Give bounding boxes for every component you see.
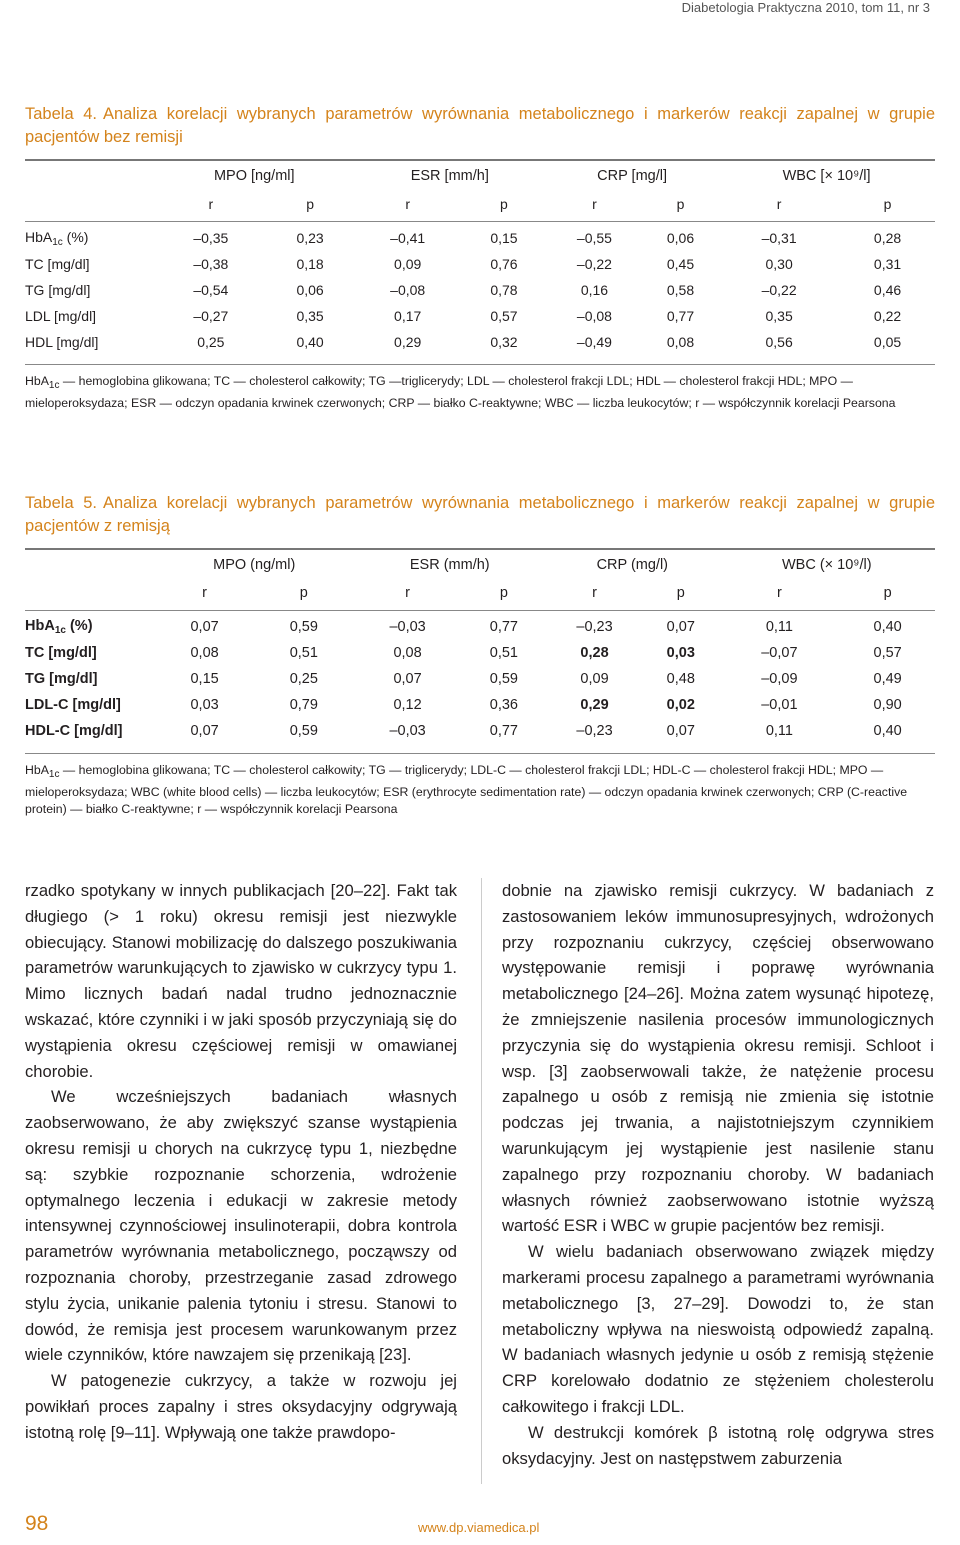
table-cell: 0,18: [296, 256, 324, 272]
table-cell: 0,77: [489, 619, 518, 635]
table-4-label: Tabela 4.: [25, 105, 97, 123]
table-cell: 0,58: [666, 282, 695, 298]
table-cell: 0,31: [873, 256, 902, 272]
table-cell: 0,06: [666, 230, 695, 246]
paragraph: W destrukcji komórek β istotną rolę odgrywa stres oksydacyjny. Jest on następstwem zaburzenia: [502, 1422, 934, 1468]
table-cell: –0,23: [576, 723, 613, 739]
table-cell: 0,07: [666, 619, 695, 635]
table-cell: 0,35: [765, 308, 793, 324]
table-cell: 0,03: [666, 645, 695, 661]
table-cell: –0,38: [193, 256, 229, 272]
table-cell: 0,40: [873, 723, 902, 739]
table-cell: 0,12: [393, 697, 422, 713]
table-row: [25, 718, 935, 744]
table-cell: 0,08: [190, 645, 219, 661]
table-cell: –0,27: [193, 308, 229, 324]
table-cell: –0,07: [761, 645, 798, 661]
sub-header: p: [499, 585, 508, 601]
table-cell: 0,49: [873, 671, 902, 687]
row-label: [25, 614, 155, 640]
table-cell: 0,36: [489, 697, 518, 713]
table-cell: –0,22: [761, 282, 797, 298]
table-cell: –0,03: [389, 619, 426, 635]
table-cell: 0,05: [873, 334, 902, 350]
table-cell: –0,22: [576, 256, 612, 272]
table-cell: 0,57: [873, 645, 902, 661]
table-5-group-header-row: [25, 550, 935, 580]
group-header: CRP [mg/l]: [597, 168, 668, 184]
footnote-hba: HbA: [25, 763, 49, 777]
table-4-body: [25, 225, 935, 355]
table-cell: 0,07: [666, 723, 695, 739]
table-5-caption-text: Analiza korelacji wybranych parametrów wyrównania metabolicznego i markerów reakcji zapalnej w grupie pacjentów z remisją: [25, 494, 936, 535]
table-cell: 0,46: [873, 282, 902, 298]
sub-header: p: [883, 196, 892, 212]
sub-header: r: [208, 196, 214, 212]
table-cell: 0,09: [394, 256, 422, 272]
row-label: [25, 329, 155, 355]
row-label: [25, 692, 155, 718]
table-cell: –0,08: [390, 282, 426, 298]
table-4: [25, 103, 935, 412]
table-5-caption: [25, 492, 935, 538]
table-row: [25, 251, 935, 277]
table-cell: 0,29: [394, 334, 422, 350]
table-cell: 0,25: [197, 334, 225, 350]
footnote-sub: 1c: [48, 769, 60, 780]
table-cell: –0,55: [576, 230, 612, 246]
running-head: Diabetologia Praktyczna 2010, tom 11, nr 3: [681, 0, 930, 15]
table-5-sub-header-row: [25, 580, 935, 606]
table-row: [25, 692, 935, 718]
page-number: 98: [25, 1512, 49, 1535]
table-4-caption-text: Analiza korelacji wybranych parametrów wyrównania metabolicznego i markerów reakcji zapalnej w grupie pacjentów bez remisji: [25, 105, 936, 146]
row-label: [25, 303, 155, 329]
table-cell: 0,22: [873, 308, 902, 324]
paragraph: W wielu badaniach obserwowano związek między markerami procesu zapalnego a parametrami wyrównania metabolicznego [3, 27–29]. Dowodzi to, że stan metaboliczny wpływa na nieswoistą odpowiedź zapalną. W badaniach własnych jedynie u osób z remisją stężenie CRP korelowało dodatnio ze stężeniem cholesterolu całkowitego i frakcji LDL.: [502, 1242, 934, 1416]
table-4-sub-header-row: [25, 191, 935, 217]
table-5-grid: [25, 550, 935, 754]
group-header: WBC [× 10⁹/l]: [782, 168, 871, 184]
table-cell: –0,54: [193, 282, 229, 298]
table-cell: –0,49: [576, 334, 612, 350]
table-cell: 0,09: [580, 671, 609, 687]
sub-header: r: [202, 585, 208, 601]
table-cell: 0,02: [666, 697, 695, 713]
table-4-footnote: [25, 373, 935, 412]
row-label-text: LDL [mg/dl]: [25, 308, 97, 324]
table-cell: 0,59: [289, 619, 318, 635]
table-5: [25, 492, 935, 819]
table-cell: 0,51: [489, 645, 518, 661]
row-label-text: HDL-C [mg/dl]: [25, 723, 123, 739]
table-cell: –0,09: [761, 671, 798, 687]
table-4-caption: [25, 103, 935, 149]
table-cell: 0,07: [190, 619, 219, 635]
column-divider: [481, 878, 482, 1484]
table-cell: 0,16: [580, 282, 609, 298]
paragraph: rzadko spotykany w innych publikacjach [20–22]. Fakt tak długiego (> 1 roku) okresu remisji jest niezwykle obiecujący. Stanowi mobilizację do dalszego poszukiwania parametrów warunkujących to zjawisko w cukrzycy typu 1. Mimo licznych badań nadal trudno jednoznacznie wskazać, które czynniki i w jaki sposób przyczyniają się do wystąpienia okresu częściowej remisji w omawianej chorobie.: [25, 881, 457, 1081]
table-cell: 0,79: [289, 697, 318, 713]
table-cell: 0,15: [190, 671, 219, 687]
table-cell: 0,77: [489, 723, 518, 739]
table-row: [25, 640, 935, 666]
row-label-text: TG [mg/dl]: [25, 671, 98, 687]
body-column-left: [25, 878, 457, 1446]
table-row: [25, 614, 935, 640]
table-cell: 0,28: [580, 645, 609, 661]
table-cell: 0,08: [393, 645, 422, 661]
sub-header: p: [299, 585, 308, 601]
table-cell: 0,78: [490, 282, 518, 298]
sub-header: r: [405, 585, 410, 601]
row-label: [25, 225, 155, 251]
table-cell: 0,76: [490, 256, 518, 272]
table-cell: 0,15: [490, 230, 518, 246]
table-cell: 0,28: [873, 230, 902, 246]
table-cell: 0,23: [296, 230, 324, 246]
table-cell: 0,30: [765, 256, 793, 272]
row-label-unit: (%): [62, 228, 89, 245]
paragraph: W patogenezie cukrzycy, a także w rozwoju jej powikłań proces zapalny i stres oksydacyjny odgrywają istotną rolę [9–11]. Wpływają one także prawdopo-: [25, 1371, 457, 1442]
paragraph: We wcześniejszych badaniach własnych zaobserwowano, że aby zwiększyć szanse wystąpienia okresu remisji u chorych na cukrzycę typu 1, niezbędne są: szybkie rozpoznanie schorzenia, wdrożenie optymalnego leczenia i edukacji w zakresie metody intensywnej czynnościowej insulinoterapii, dobra kontrola parametrów wyrównania metabolicznego, począwszy od rozpoznania choroby, przestrzeganie zasad zdrowego stylu życia, unikanie palenia tytoniu i stresu. Stanowi to dowód, że remisja jest procesem warunkowanym przez wiele czynników, które nawzajem się przenikają [23].: [25, 1087, 457, 1365]
sub-header: r: [776, 585, 782, 601]
table-cell: 0,25: [289, 671, 318, 687]
table-cell: 0,59: [489, 671, 518, 687]
row-label: [25, 640, 155, 666]
table-row: [25, 666, 935, 692]
row-label: [25, 718, 155, 744]
sub-header: p: [676, 585, 685, 601]
footnote-sub: 1c: [48, 380, 60, 391]
row-label-text: TG [mg/dl]: [25, 282, 91, 298]
row-label: [25, 666, 155, 692]
table-cell: 0,59: [289, 723, 318, 739]
body-column-right: [502, 878, 934, 1471]
table-cell: 0,07: [190, 723, 219, 739]
table-cell: –0,31: [761, 230, 797, 246]
row-label-subscript: 1c: [54, 625, 66, 636]
table-cell: 0,17: [394, 308, 422, 324]
table-cell: 0,90: [873, 697, 902, 713]
row-label: [25, 277, 155, 303]
footnote-hba: HbA: [25, 374, 49, 388]
table-row: [25, 303, 935, 329]
table-cell: 0,32: [490, 334, 518, 350]
table-5-label: Tabela 5.: [25, 494, 97, 512]
paragraph: dobnie na zjawisko remisji cukrzycy. W badaniach z zastosowaniem leków immunosupresyjnych, wdrożonych przy rozpoznaniu cukrzycy, częściej obserwowano występowanie remisji i poprawę wyrównania metabolicznego [24–26]. Można zatem wysunąć hipotezę, że zmniejszenie nasilenia procesów immunologicznych przyczynia się do wystąpienia okresu remisji. Schloot i wsp. [3] zaobserwowali także, że natężenie procesu zapalnego u osób z remisją nie zmienia się istotnie podczas jej trwania, a najistotniejszym czynnikiem warunkującym jej wystąpienie jest nasilenie stanu zapalnego przy rozpoznaniu choroby. W badaniach własnych również zaobserwowano istotnie wyższą wartość ESR i WBC w grupie pacjentów bez remisji.: [502, 881, 934, 1236]
table-5-footnote: [25, 762, 935, 819]
table-cell: 0,08: [666, 334, 695, 350]
row-label-text: LDL-C [mg/dl]: [25, 697, 121, 713]
group-header: ESR (mm/h): [409, 557, 490, 573]
table-cell: 0,45: [666, 256, 695, 272]
footnote-text: — hemoglobina glikowana; TC — cholesterol całkowity; TG — triglicerydy; LDL-C — cholesterol frakcji LDL; HDL-C — cholesterol frakcji HDL; MPO — mieloperoksydaza; WBC (white blood cells) — liczba leukocytów; ESR (erythrocyte sedimentation rate) — odczyn opadania krwinek czerwonych; CRP (C-reactive protein) — białko C-reaktywne; r — współczynnik korelacji Pearsona: [25, 763, 908, 816]
table-cell: 0,11: [765, 723, 793, 739]
group-header: CRP (mg/l): [596, 557, 668, 573]
sub-header: p: [676, 196, 685, 212]
row-label-text: HbA: [25, 618, 55, 634]
table-cell: 0,51: [289, 645, 318, 661]
row-label-text: HbA: [25, 228, 53, 245]
row-label-text: HDL [mg/dl]: [25, 334, 99, 350]
table-cell: 0,11: [765, 619, 793, 635]
row-label-text: TC [mg/dl]: [25, 256, 90, 272]
table-cell: –0,01: [761, 697, 798, 713]
table-cell: 0,35: [296, 308, 324, 324]
table-row: [25, 225, 935, 251]
table-cell: –0,03: [389, 723, 426, 739]
row-label: [25, 251, 155, 277]
row-label-subscript: 1c: [52, 236, 63, 248]
sub-header: r: [776, 196, 782, 212]
table-4-grid: [25, 161, 935, 365]
table-cell: 0,03: [190, 697, 219, 713]
group-header: MPO [ng/ml]: [213, 168, 295, 184]
sub-header: p: [883, 585, 892, 601]
table-cell: 0,29: [580, 697, 609, 713]
table-cell: –0,41: [390, 230, 426, 246]
group-header: MPO (ng/ml): [213, 557, 296, 573]
group-header: ESR [mm/h]: [410, 168, 489, 184]
footnote-text: — hemoglobina glikowana; TC — cholesterol całkowity; TG —triglicerydy; LDL — cholesterol frakcji LDL; HDL — cholesterol frakcji HDL; MPO — mieloperoksydaza; ESR — odczyn opadania krwinek czerwonych; CRP — białko C-reaktywne; WBC — liczba leukocytów; r — współczynnik korelacji Pearsona: [25, 374, 896, 410]
row-label-unit: (%): [65, 618, 93, 634]
footer-url-link[interactable]: www.dp.viamedica.pl: [418, 1520, 540, 1535]
sub-header: p: [500, 196, 508, 212]
table-cell: 0,40: [873, 619, 902, 635]
table-cell: 0,77: [666, 308, 695, 324]
sub-header: p: [306, 196, 314, 212]
table-cell: –0,08: [576, 308, 612, 324]
row-label-text: TC [mg/dl]: [25, 645, 97, 661]
table-4-group-header-row: [25, 161, 935, 191]
table-cell: 0,07: [393, 671, 422, 687]
sub-header: r: [592, 196, 597, 212]
table-cell: –0,35: [193, 230, 229, 246]
table-cell: 0,40: [296, 334, 324, 350]
table-cell: –0,23: [576, 619, 613, 635]
table-cell: 0,06: [296, 282, 324, 298]
table-cell: 0,56: [765, 334, 793, 350]
group-header: WBC (× 10⁹/l): [781, 557, 872, 573]
table-row: [25, 329, 935, 355]
table-row: [25, 277, 935, 303]
sub-header: r: [405, 196, 411, 212]
table-5-body: [25, 614, 935, 744]
table-cell: 0,57: [490, 308, 518, 324]
sub-header: r: [592, 585, 597, 601]
table-cell: 0,48: [666, 671, 695, 687]
